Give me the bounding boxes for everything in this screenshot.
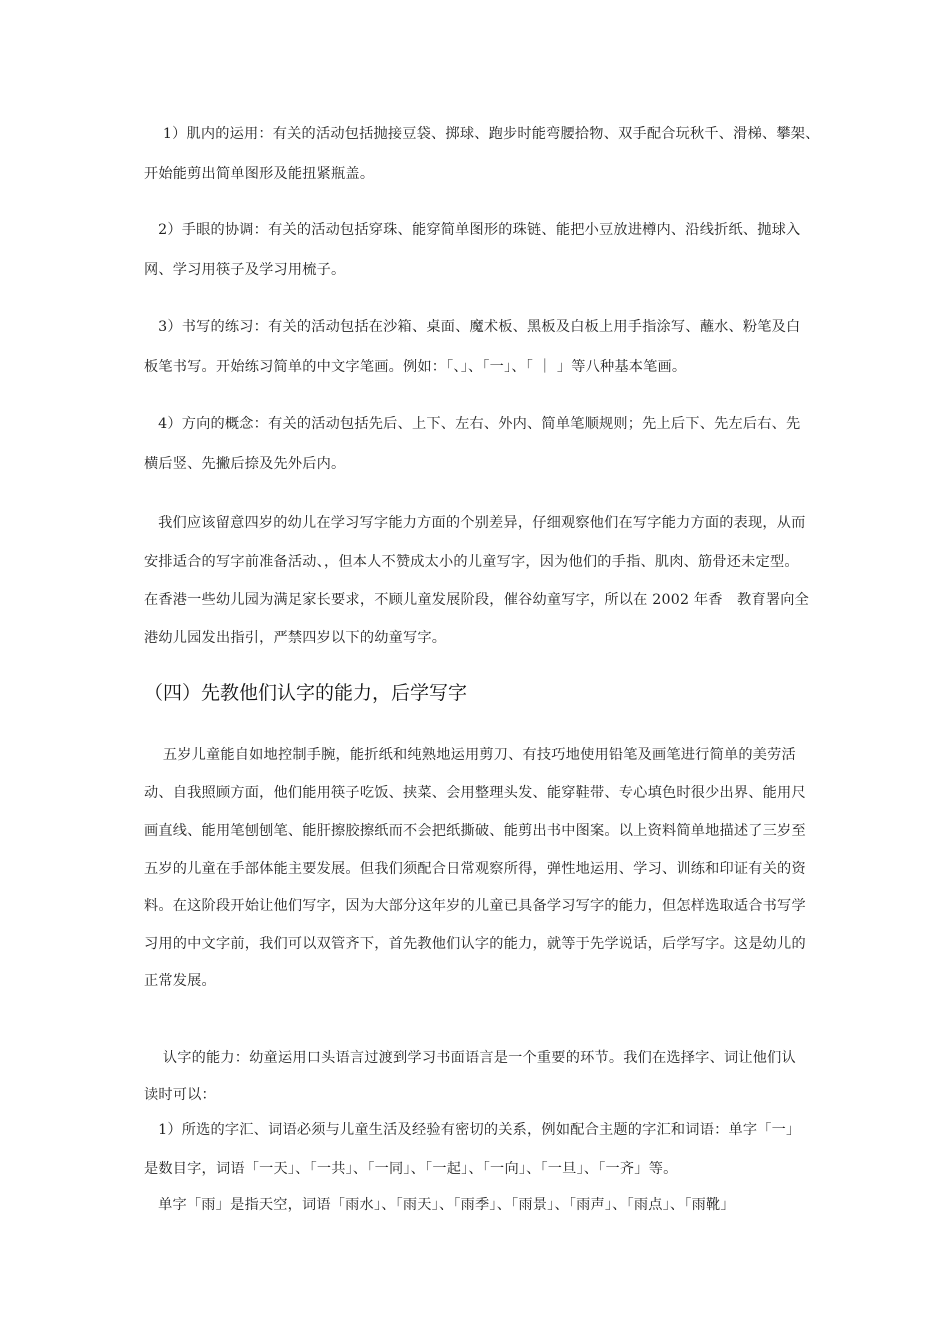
paragraph-line: 单字「雨」是指天空，词语「雨水」、「雨天」、「雨季」、「雨景」、「雨声」、「雨点」、「雨靴」 bbox=[144, 1197, 735, 1213]
paragraph-line: 动、自我照顾方面，他们能用筷子吃饭、挟菜、会用整理头发、能穿鞋带、专心填色时很少出界、能用尺 bbox=[144, 785, 806, 801]
paragraph-line: 1）所选的字汇、词语必须与儿童生活及经验有密切的关系，例如配合主题的字汇和词语：单字「一」 bbox=[144, 1122, 801, 1138]
paragraph-line: 习用的中文字前，我们可以双管齐下，首先教他们认字的能力，就等于先学说话，后学写字。这是幼儿的 bbox=[144, 936, 806, 952]
paragraph-line: 安排适合的写字前准备活动、，但本人不赞成太小的儿童写字，因为他们的手指、肌肉、筋骨还未定型。 bbox=[144, 554, 799, 570]
paragraph-line: 认字的能力：幼童运用口头语言过渡到学习书面语言是一个重要的环节。我们在选择字、词让他们认 bbox=[144, 1050, 796, 1066]
paragraph-line: 1）肌内的运用：有关的活动包括抛接豆袋、掷球、跑步时能弯腰拾物、双手配合玩秋千、滑梯、攀架、 bbox=[144, 126, 820, 142]
paragraph-line: 五岁儿童能自如地控制手腕，能折纸和纯熟地运用剪刀、有技巧地使用铅笔及画笔进行简单的美劳活 bbox=[144, 747, 796, 763]
paragraph-line: 在香港一些幼儿园为满足家长要求，不顾儿童发展阶段，催谷幼童写字，所以在 2002 年香 教育署向全 bbox=[144, 592, 809, 608]
paragraph-line: 港幼儿园发出指引，严禁四岁以下的幼童写字。 bbox=[144, 630, 447, 646]
paragraph-line: 读时可以： bbox=[144, 1087, 216, 1103]
paragraph-line: 横后竖、先撇后捺及先外后内。 bbox=[144, 456, 346, 472]
paragraph-line: 料。在这阶段开始让他们写字，因为大部分这年岁的儿童已具备学习写字的能力，但怎样选取适合书写学 bbox=[144, 898, 806, 914]
paragraph-line: 3）书写的练习：有关的活动包括在沙箱、桌面、魔术板、黑板及白板上用手指涂写、蘸水、粉笔及白 bbox=[144, 319, 801, 335]
paragraph-line: 开始能剪出简单图形及能扭紧瓶盖。 bbox=[144, 166, 375, 182]
paragraph-line: 画直线、能用笔刨刨笔、能肝擦胶擦纸而不会把纸撕破、能剪出书中图案。以上资料简单地描述了三岁至 bbox=[144, 823, 806, 839]
paragraph-line: 是数目字，词语「一天」、「一共」、「一同」、「一起」、「一向」、「一旦」、「一齐」等。 bbox=[144, 1161, 678, 1177]
paragraph-line: 五岁的儿童在手部体能主要发展。但我们须配合日常观察所得，弹性地运用、学习、训练和印证有关的资 bbox=[144, 861, 806, 877]
paragraph-line: 正常发展。 bbox=[144, 973, 216, 989]
paragraph-line: 板笔书写。开始练习简单的中文字笔画。例如：「、」、「一」、「 ｜ 」等八种基本笔画。 bbox=[144, 359, 687, 375]
paragraph-line: 网、学习用筷子及学习用梳子。 bbox=[144, 262, 346, 278]
paragraph-line: 我们应该留意四岁的幼儿在学习写字能力方面的个别差异，仔细观察他们在写字能力方面的表现，从而 bbox=[144, 515, 806, 531]
section-heading: （四）先教他们认字的能力，后学写字 bbox=[144, 682, 468, 704]
paragraph-line: 4）方向的概念：有关的活动包括先后、上下、左右、外内、简单笔顺规则；先上后下、先左后右、先 bbox=[144, 416, 801, 432]
paragraph-line: 2）手眼的协调：有关的活动包括穿珠、能穿简单图形的珠链、能把小豆放进樽内、沿线折纸、抛球入 bbox=[144, 222, 801, 238]
